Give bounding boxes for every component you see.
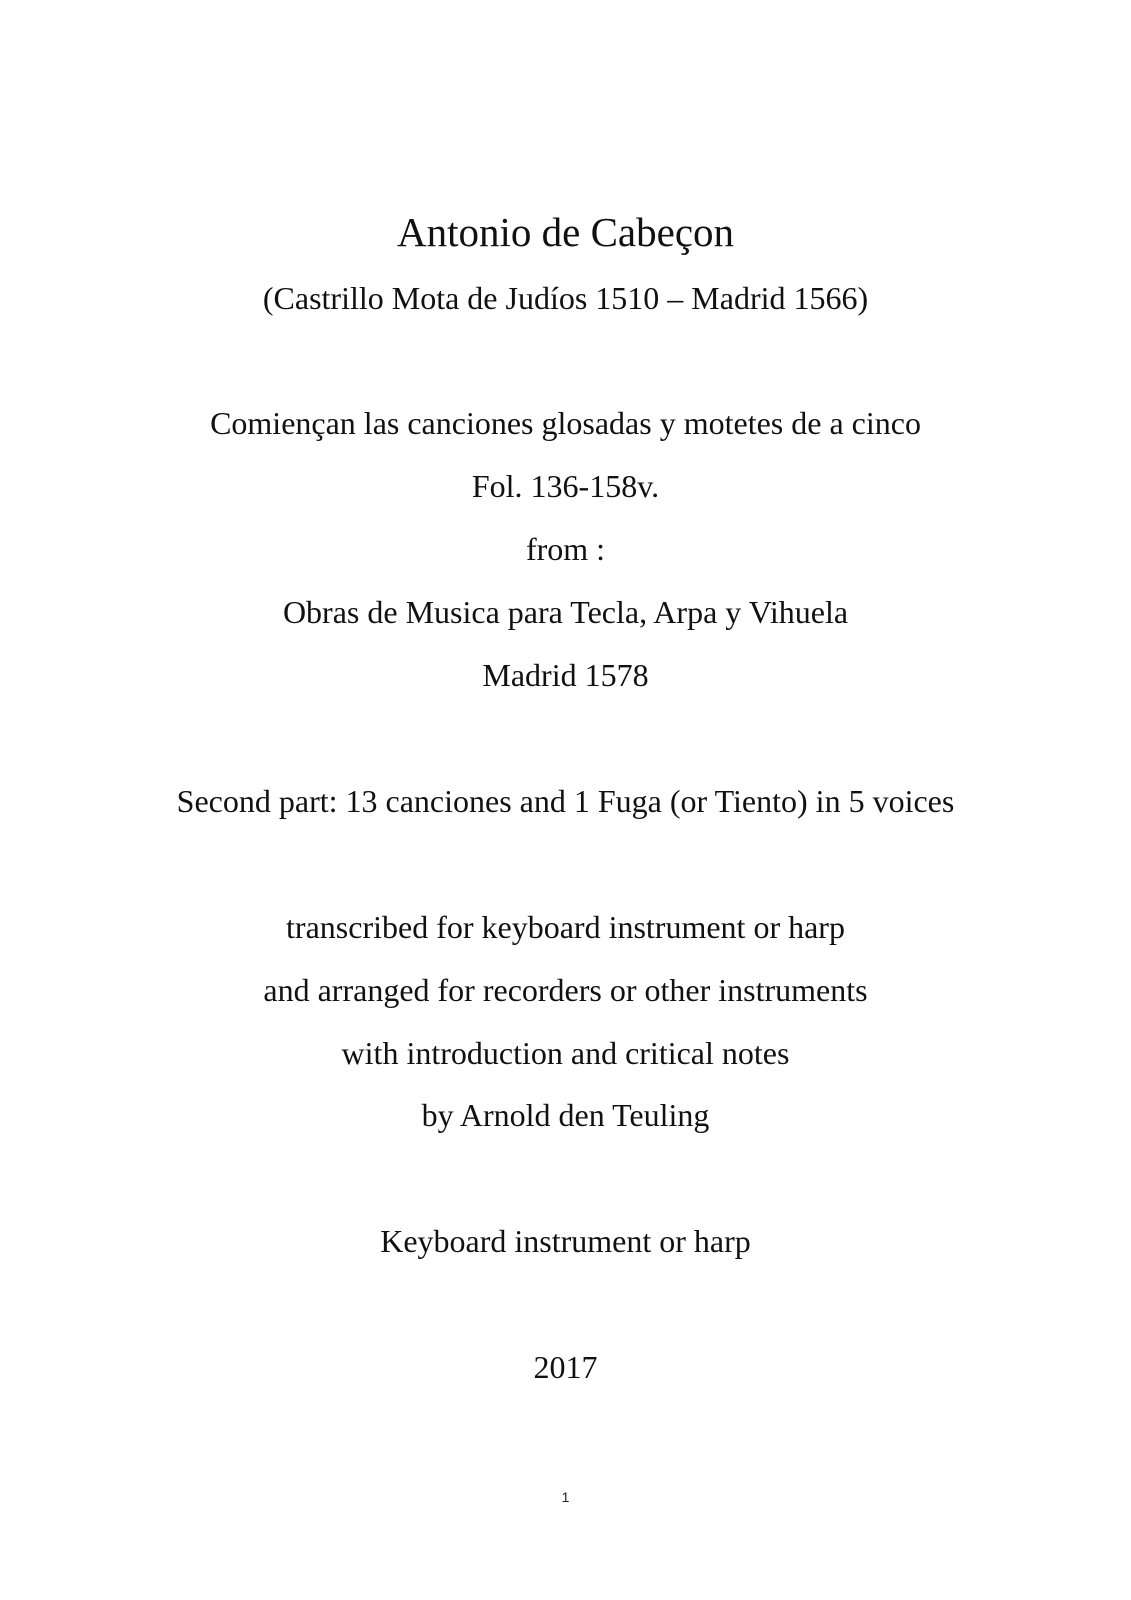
arrangement-line: and arranged for recorders or other instruments	[263, 972, 868, 1008]
source-title: Obras de Musica para Tecla, Arpa y Vihuela	[282, 594, 849, 630]
from-label: from :	[525, 531, 606, 567]
composer-name: Antonio de Cabeçon	[396, 209, 735, 255]
publication-year: 2017	[533, 1349, 598, 1385]
source-place-year: Madrid 1578	[482, 657, 649, 693]
composer-dates: (Castrillo Mota de Judíos 1510 – Madrid 1566)	[262, 280, 869, 316]
part-description: Second part: 13 canciones and 1 Fuga (or Tiento) in 5 voices	[176, 783, 955, 819]
edition-label: Keyboard instrument or harp	[380, 1223, 751, 1259]
folio-range: Fol. 136-158v.	[471, 468, 660, 504]
editor-line: by Arnold den Teuling	[421, 1097, 710, 1133]
introduction-line: with introduction and critical notes	[341, 1035, 790, 1071]
page-number: 1	[561, 1489, 570, 1505]
transcription-line: transcribed for keyboard instrument or harp	[286, 909, 845, 945]
work-title: Comiençan las canciones glosadas y motetes de a cinco	[210, 405, 921, 441]
